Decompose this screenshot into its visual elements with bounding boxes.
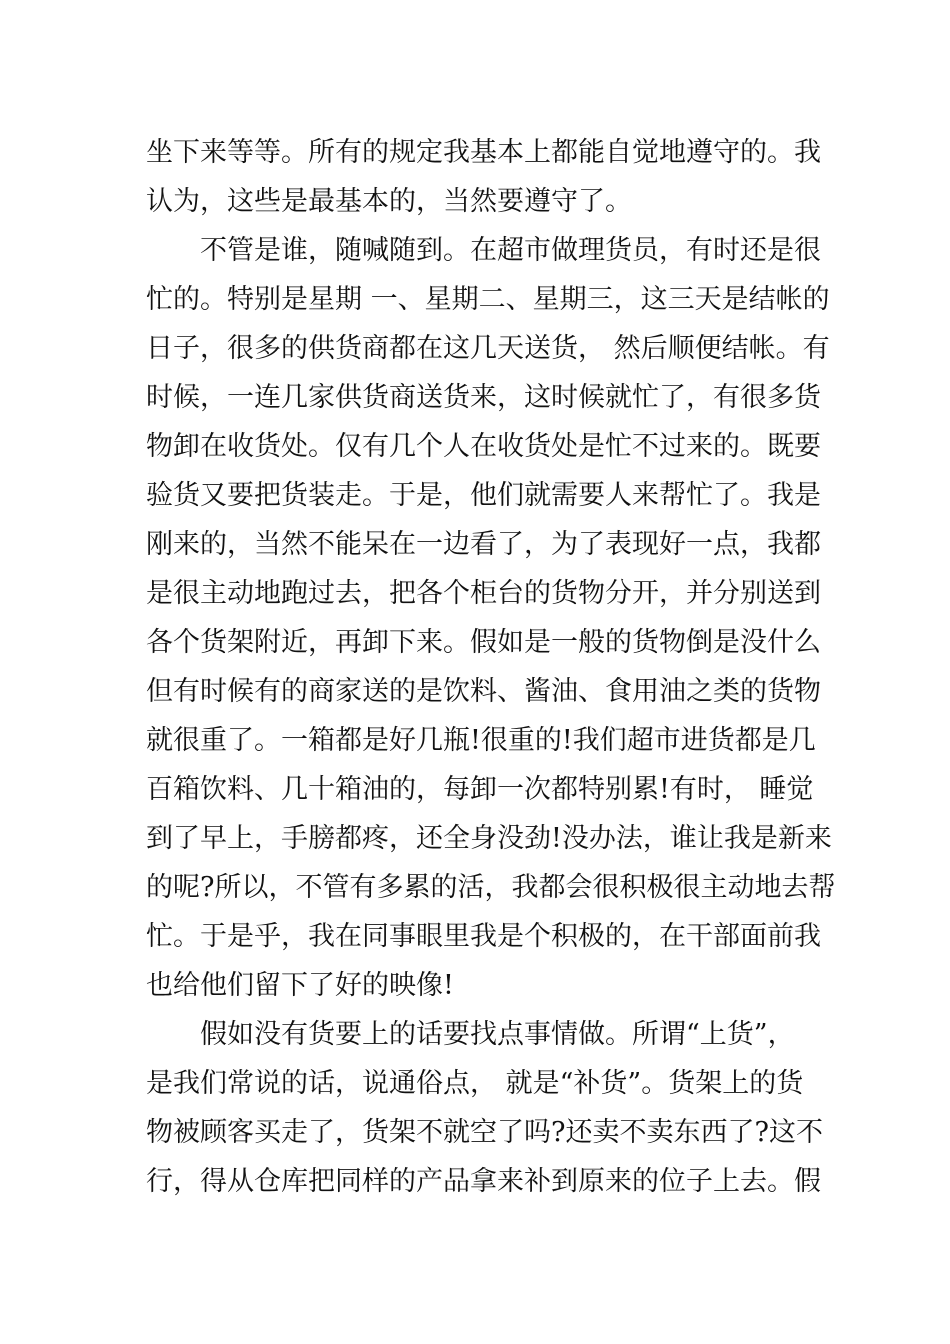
text-line: 物被顾客买走了，货架不就空了吗?还卖不卖东西了?这不 — [146, 1117, 823, 1148]
text-line: 不管是谁，随喊随到。在超市做理货员，有时还是很 — [146, 235, 821, 266]
text-line: 百箱饮料、几十箱油的，每卸一次都特别累!有时， 睡觉 — [146, 774, 814, 805]
text-line: 行，得从仓库把同样的产品拿来补到原来的位子上去。假 — [146, 1166, 821, 1197]
text-line: 的呢?所以，不管有多累的活，我都会很积极很主动地去帮 — [146, 872, 836, 903]
text-line: 忙。于是乎，我在同事眼里我是个积极的，在干部面前我 — [146, 921, 821, 952]
text-line: 认为，这些是最基本的，当然要遵守了。 — [146, 186, 632, 217]
text-line: 也给他们留下了好的映像! — [146, 970, 454, 1001]
text-line: 物卸在收货处。仅有几个人在收货处是忙不过来的。既要 — [146, 431, 821, 462]
text-line: 就很重了。一箱都是好几瓶!很重的!我们超市进货都是几 — [146, 725, 816, 756]
body-text — [146, 128, 836, 1206]
text-line: 忙的。特别是星期 一、星期二、星期三，这三天是结帐的 — [146, 284, 830, 315]
text-line: 但有时候有的商家送的是饮料、酱油、食用油之类的货物 — [146, 676, 821, 707]
text-line: 各个货架附近，再卸下来。假如是一般的货物倒是没什么 — [146, 627, 821, 658]
text-line: 坐下来等等。所有的规定我基本上都能自觉地遵守的。我 — [146, 137, 821, 168]
text-line: 假如没有货要上的话要找点事情做。所谓“上货”， — [146, 1019, 795, 1050]
text-line: 验货又要把货装走。于是，他们就需要人来帮忙了。我是 — [146, 480, 821, 511]
text-line: 到了早上，手膀都疼，还全身没劲!没办法，谁让我是新来 — [146, 823, 832, 854]
text-line: 时候，一连几家供货商送货来，这时候就忙了，有很多货 — [146, 382, 821, 413]
text-line: 刚来的，当然不能呆在一边看了，为了表现好一点，我都 — [146, 529, 821, 560]
text-line: 是很主动地跑过去，把各个柜台的货物分开，并分别送到 — [146, 578, 821, 609]
text-line: 日子，很多的供货商都在这几天送货， 然后顺便结帐。有 — [146, 333, 830, 364]
text-line: 是我们常说的话，说通俗点， 就是“补货”。货架上的货 — [146, 1068, 804, 1099]
